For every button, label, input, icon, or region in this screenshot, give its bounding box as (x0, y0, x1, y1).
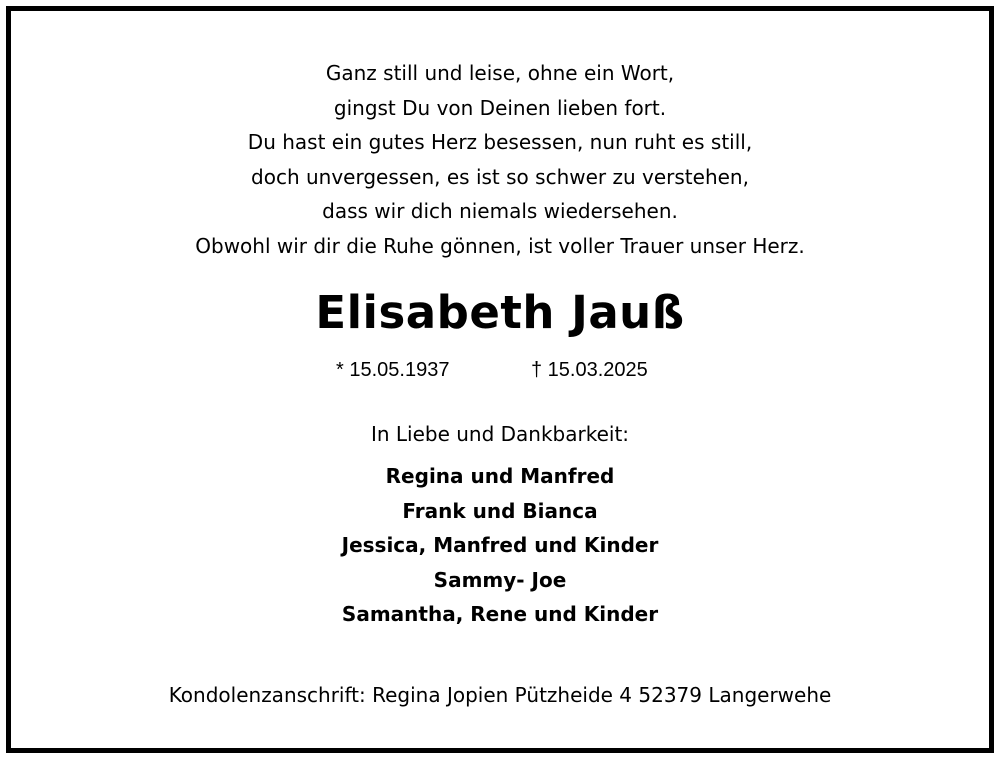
mourner-entry: Jessica, Manfred und Kinder (341, 533, 659, 558)
mourner-entry: Regina und Manfred (385, 464, 615, 488)
birth-date: * 15.05.1937 (336, 359, 450, 381)
mourner-entry: Sammy- Joe (433, 567, 567, 592)
poem-line: doch unvergessen, es ist so schwer zu verstehen, (251, 164, 749, 189)
condolence-address: Kondolenzanschrift: Regina Jopien Pützheide 4 52379 Langerwehe (168, 683, 832, 707)
poem-line: Du hast ein gutes Herz besessen, nun ruht es still, (247, 130, 753, 155)
mourner-entry: Frank und Bianca (402, 498, 598, 523)
poem-line: dass wir dich niemals wiedersehen. (322, 199, 678, 224)
life-dates (0, 356, 1000, 384)
mourners-list (0, 459, 1000, 632)
death-date: † 15.03.2025 (531, 359, 648, 381)
deceased-name: Elisabeth Jauß (315, 286, 685, 339)
poem-line: gingst Du von Deinen lieben fort. (333, 95, 667, 120)
poem (0, 56, 1000, 264)
mourner-entry: Samantha, Rene und Kinder (341, 602, 659, 627)
mourners-intro: In Liebe und Dankbarkeit: (370, 422, 630, 446)
poem-line: Ganz still und leise, ohne ein Wort, (325, 61, 675, 85)
poem-line: Obwohl wir dir die Ruhe gönnen, ist voller Trauer unser Herz. (195, 233, 805, 258)
